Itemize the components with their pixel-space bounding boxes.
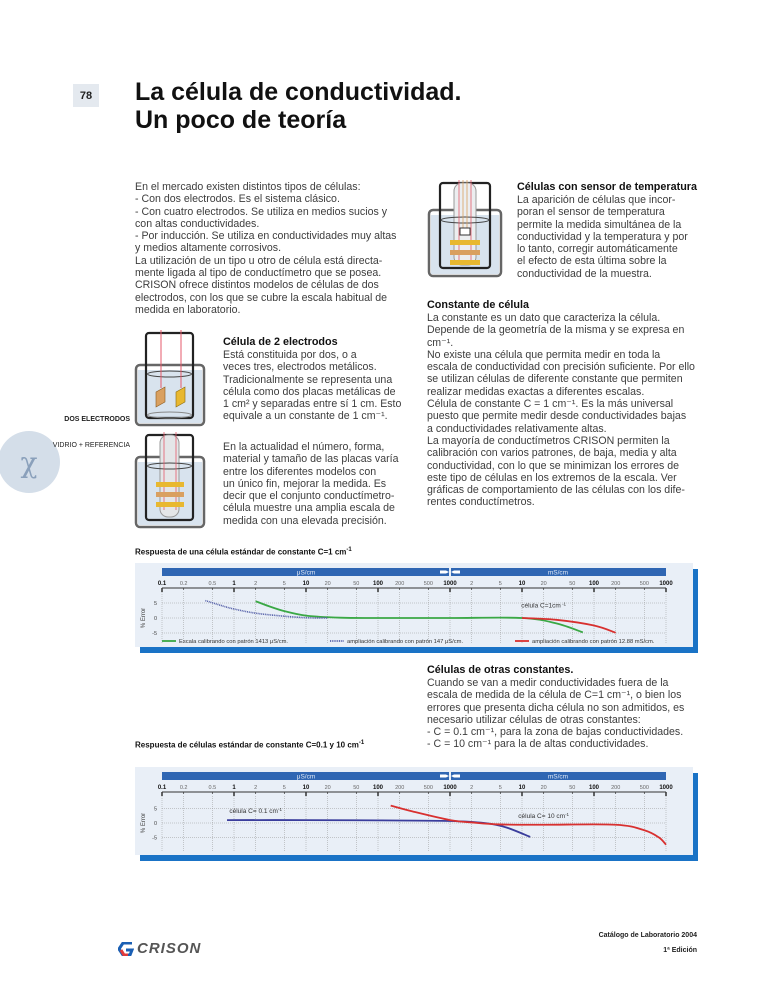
x-tick-label: 100	[588, 581, 600, 587]
temp-sensor-text: La aparición de células que incor- poran el sensor de temperatura permite la medida simultánea de la conductividad y la temperatura y por lo tanto, corregir automáticamente el efecto de esta última sobre la conductividad de la muestra.	[517, 194, 688, 280]
curve-annotation: célula C= 10 $cm^{-1}$	[518, 811, 570, 820]
x-tick-label: 500	[423, 581, 433, 587]
annotation-superscript: -1	[277, 807, 282, 813]
chart2-title-sup: -1	[358, 740, 365, 746]
temperature-sensor-cell-illustration	[426, 180, 506, 280]
ring-electrode-cell-illustration	[134, 432, 210, 530]
y-tick-label: -5	[152, 835, 157, 842]
series-line	[227, 820, 530, 837]
y-tick-label: 5	[153, 601, 157, 607]
footer-edition: 1ª Edición	[663, 947, 697, 954]
x-tick-label: 200	[611, 581, 621, 587]
page-number: 78	[73, 84, 99, 107]
x-tick-label: 500	[639, 581, 649, 587]
x-tick-label: 500	[639, 785, 649, 791]
chart-svg	[135, 563, 693, 647]
two-electrode-heading: Célula de 2 electrodos	[223, 336, 338, 348]
annotation-superscript: -1	[565, 811, 570, 817]
other-constants-heading: Células de otras constantes.	[427, 664, 574, 676]
y-tick-label: -5	[152, 631, 157, 637]
x-tick-label: 2	[470, 785, 474, 791]
legend-label: ampliación calibrando con patrón 147 μS/cm.	[347, 639, 464, 645]
x-tick-label: 5	[498, 581, 502, 587]
cell-constant-text: La constante es un dato que caracteriza la célula. Depende de la geometría de la misma y se expresa en cm⁻¹. No existe una célula que permita medir en toda la escala de conductividad con precisión suficiente. Por ello se utilizan células de diferente constante que permiten realizar medidas exactas a diferentes escalas. Célula de constante C = 1 cm⁻¹. Es la más universal puesto que permite medir desde conductividades bajas a conductividades relativamente altas. La mayoría de conductímetros CRISON permiten la calibración con varios patrones, de baja, media y alta conductividad, con lo que se minimizan los errores de este tipo de células en los extremos de la escala. Ver gráficas de comportamiento de las células con los dife- rentes conductímetros.	[427, 312, 695, 509]
chart1-title	[135, 547, 352, 557]
x-tick-label: 10	[302, 581, 310, 587]
x-tick-label: 0.1	[157, 785, 167, 791]
x-tick-label: 2	[254, 785, 258, 791]
y-tick-label: 0	[153, 616, 157, 622]
x-tick-label: 2	[470, 581, 474, 587]
unit-label-mS: mS/cm	[547, 569, 569, 577]
x-tick-label: 20	[540, 785, 547, 791]
x-tick-label: 1000	[443, 785, 457, 791]
x-tick-label: 100	[588, 785, 600, 791]
y-axis-label: % Error	[141, 812, 147, 834]
crison-logo-text: CRISON	[137, 940, 202, 957]
other-constants-text: Cuando se van a medir conductividades fuera de la escala de medida de la célula de C=1 cm⁻¹, o bien los errores que presenta dicha célula no son admitidos, es necesario utilizar células de otras constantes: - C = 0.1 cm⁻¹, para la zona de bajas conductividades. - C = 10 cm⁻¹ para la de altas conductividades.	[427, 677, 685, 751]
x-tick-label: 0.5	[208, 785, 217, 791]
legend-label: Escala calibrando con patrón 1413 μS/cm.	[179, 639, 289, 645]
x-tick-label: 0.1	[157, 581, 167, 587]
intro-text: En el mercado existen distintos tipos de células: - Con dos electrodos. Es el sistema clásico. - Con cuatro electrodos. Se utiliza en medios sucios y con altas conductividades. - Por inducción. Se utiliza en conductividades muy altas y medios altamente corrosivos. La utilización de un tipo u otro de célula está directa- mente ligada al tipo de conductímetro que se posea. CRISON ofrece distintos modelos de células de dos electrodos, con los que se cubre la escala habitual de medida en laboratorio.	[135, 181, 397, 316]
unit-label-mS: mS/cm	[547, 773, 569, 781]
x-tick-label: 1000	[659, 581, 673, 587]
x-tick-label: 5	[282, 785, 286, 791]
unit-label-uS: μS/cm	[296, 773, 316, 781]
annotation-superscript: -1	[560, 601, 567, 607]
unit-label-uS: μS/cm	[296, 569, 316, 577]
x-tick-label: 1	[232, 785, 236, 791]
two-electrode-text: Está constituida por dos, o a veces tres, electrodos metálicos. Tradicionalmente se representa una célula como dos placas metálicas de 1 cm² y separadas entre sí 1 cm. Esto equivale a un constante de 1 cm⁻¹.	[223, 349, 402, 423]
x-tick-label: 50	[569, 581, 576, 587]
y-tick-label: 0	[153, 821, 157, 827]
chart-svg	[135, 767, 693, 855]
x-tick-label: 0.2	[179, 581, 188, 587]
x-tick-label: 200	[611, 785, 621, 791]
x-tick-label: 5	[498, 785, 502, 791]
chart-c1-response	[135, 563, 693, 647]
x-tick-label: 100	[372, 581, 384, 587]
y-tick-label: 5	[153, 806, 157, 813]
x-tick-label: 200	[395, 785, 405, 791]
chart2-title-text: Respuesta de células estándar de constante C=0.1 y 10 cm	[135, 740, 359, 750]
x-tick-label: 20	[540, 581, 547, 587]
x-tick-label: 2	[254, 581, 258, 587]
illustration-caption	[40, 399, 130, 459]
crison-logo	[118, 940, 201, 957]
x-tick-label: 1000	[659, 785, 673, 791]
two-electrode-cell-illustration	[134, 330, 210, 428]
x-tick-label: 10	[518, 785, 526, 791]
plates-text: En la actualidad el número, forma, material y tamaño de las placas varía entre los diferentes modelos con un único fin, mejorar la medida. Es decir que el conjunto conductímetro- célula muestre una amplia escala de medida con una elevada precisión.	[223, 441, 399, 527]
x-tick-label: 1	[232, 581, 236, 587]
chart1-title-sup: -1	[346, 547, 352, 553]
x-tick-label: 20	[324, 581, 331, 587]
caption-title: DOS ELECTRODOS	[64, 416, 130, 423]
x-tick-label: 10	[518, 581, 526, 587]
x-tick-label: 0.5	[208, 581, 217, 587]
x-tick-label: 500	[423, 785, 433, 791]
chi-symbol-badge: χ	[0, 431, 60, 493]
crison-logo-icon	[118, 942, 134, 956]
x-tick-label: 50	[569, 785, 576, 791]
x-tick-label: 5	[282, 581, 286, 587]
x-tick-label: 0.2	[179, 785, 188, 791]
curve-annotation: célula C= 0.1 $cm^{-1}$	[229, 807, 282, 816]
y-axis-label: % Error	[141, 607, 147, 629]
chart-c01-c10-response	[135, 767, 693, 855]
x-tick-label: 50	[353, 581, 360, 587]
x-tick-label: 1000	[443, 581, 457, 587]
page-title: La célula de conductividad. Un poco de teoría	[135, 78, 462, 134]
temp-sensor-heading: Células con sensor de temperatura	[517, 181, 698, 193]
chart1-title-text: Respuesta de una célula estándar de constante C=1 cm	[135, 547, 347, 557]
legend-label: ampliación calibrando con patrón 12.88 mS/cm.	[532, 639, 655, 645]
x-tick-label: 100	[372, 785, 384, 791]
curve-annotation: célula C=1cm $^{-1}$	[521, 601, 567, 610]
series-line	[391, 806, 666, 845]
x-tick-label: 200	[395, 581, 405, 587]
cell-constant-heading: Constante de célula	[427, 299, 529, 311]
footer-catalog: Catálogo de Laboratorio 2004	[598, 932, 697, 939]
chart2-title	[135, 740, 364, 750]
caption-subtitle: VIDRIO + REFERENCIA	[52, 441, 130, 449]
x-tick-label: 10	[302, 785, 310, 791]
x-tick-label: 20	[324, 785, 331, 791]
x-tick-label: 50	[353, 785, 360, 791]
